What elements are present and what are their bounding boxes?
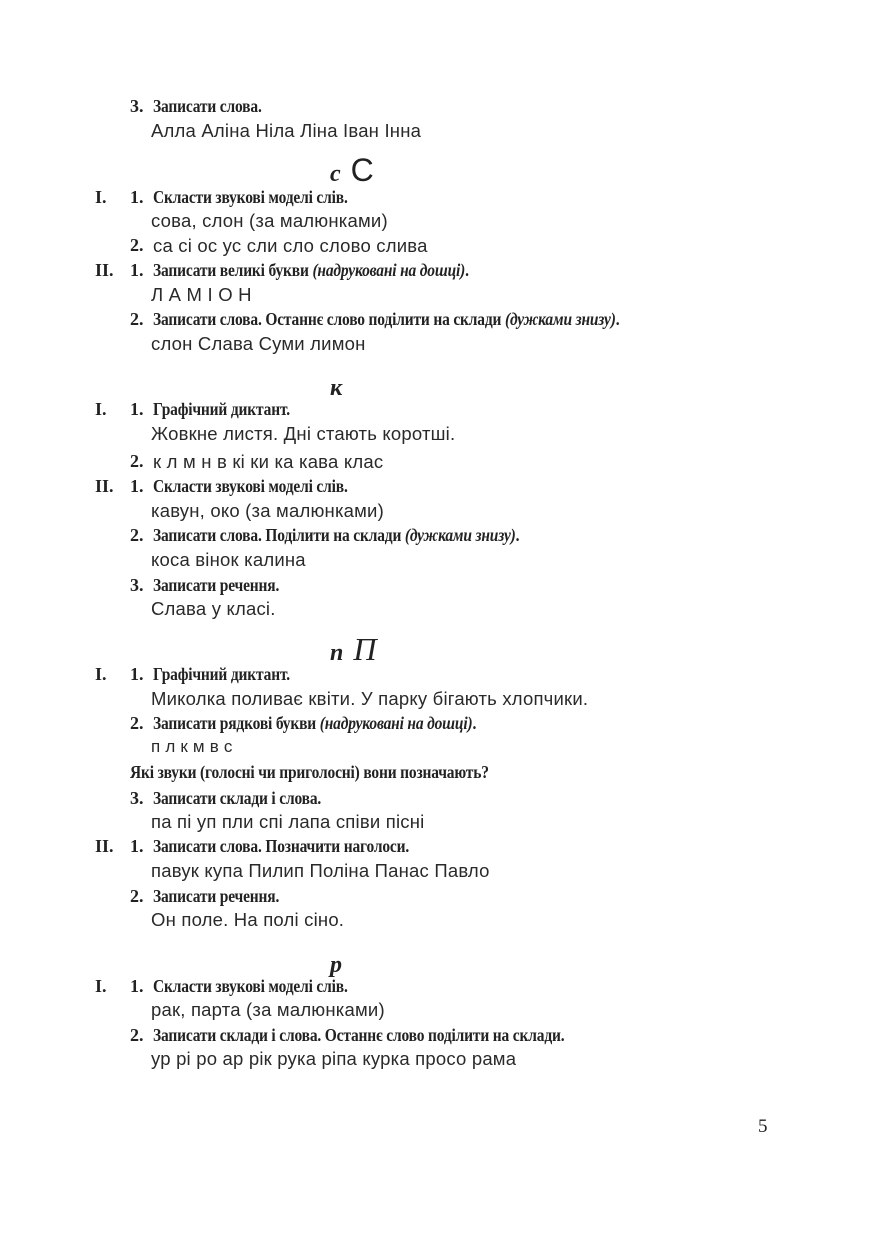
task-note: (дужками знизу) <box>404 525 516 545</box>
task-number: 1. <box>130 476 144 496</box>
task-title <box>153 309 619 330</box>
task-number: 2. <box>130 1025 144 1045</box>
task-title: Скласти звукові моделі слів. <box>153 187 348 207</box>
exercise-text: Слава у класі. <box>151 598 276 619</box>
exercise-text: слон Слава Суми лимон <box>151 333 366 354</box>
section-numeral: II. <box>95 260 114 280</box>
uppercase-letter: П <box>353 631 377 667</box>
section-numeral: I. <box>95 976 107 996</box>
task-title-text: Записати слова. Останнє слово поділити на склади <box>153 309 505 329</box>
task-title-text: Записати рядкові букви <box>153 713 320 733</box>
task-title: Скласти звукові моделі слів. <box>153 476 348 496</box>
task-title-text: Записати слова. Поділити на склади <box>153 525 405 545</box>
task-title <box>153 713 476 734</box>
task-number: 2. <box>130 235 144 255</box>
task-title: Записати слова. <box>153 96 262 116</box>
lowercase-letter: к <box>330 375 343 401</box>
task-number: 1. <box>130 836 144 856</box>
task-note: (дужками знизу) <box>504 309 616 329</box>
task-title <box>153 260 469 281</box>
task-number: 2. <box>130 713 144 733</box>
task-number: 1. <box>130 664 144 684</box>
task-number: 1. <box>130 399 144 419</box>
task-title: Графічний диктант. <box>153 399 290 419</box>
task-number: 3. <box>130 96 144 116</box>
task-title-end: . <box>515 525 520 545</box>
exercise-text: к л м н в кі ки ка кава клас <box>153 451 384 472</box>
section-numeral: I. <box>95 399 107 419</box>
task-title-text: Записати великі букви <box>153 260 313 280</box>
exercise-text: ур рі ро ар рік рука ріпа курка просо рама <box>151 1048 517 1069</box>
exercise-text: Л А М І О Н <box>151 284 252 305</box>
exercise-text: Миколка поливає квіти. У парку бігають хлопчики. <box>151 688 589 709</box>
exercise-text: рак, парта (за малюнками) <box>151 999 385 1020</box>
task-title-end: . <box>615 309 620 329</box>
task-title: Графічний диктант. <box>153 664 290 684</box>
task-number: 1. <box>130 260 144 280</box>
task-number: 2. <box>130 886 144 906</box>
task-title-end: . <box>472 713 477 733</box>
exercise-text: са сі ос ус сли сло слово слива <box>153 235 428 256</box>
page-number: 5 <box>758 1116 768 1137</box>
lowercase-letter: с <box>330 161 341 187</box>
task-number: 2. <box>130 525 144 545</box>
exercise-text: Он поле. На полі сіно. <box>151 909 345 930</box>
task-number: 3. <box>130 575 144 595</box>
task-note: (надруковані на дошці) <box>319 713 473 733</box>
lowercase-letter: п <box>330 640 344 666</box>
section-numeral: I. <box>95 187 107 207</box>
task-title: Записати склади і слова. Останнє слово поділити на склади. <box>153 1025 565 1045</box>
exercise-text: коса вінок калина <box>151 549 306 570</box>
exercise-text: п л к м в с <box>151 737 233 756</box>
exercise-text: Алла Аліна Ніла Ліна Іван Інна <box>151 120 422 141</box>
section-numeral: II. <box>95 836 114 856</box>
task-number: 3. <box>130 788 144 808</box>
exercise-text: па пі уп пли спі лапа співи пісні <box>151 811 425 832</box>
task-title: Записати речення. <box>153 575 280 595</box>
section-numeral: II. <box>95 476 114 496</box>
task-title: Записати речення. <box>153 886 280 906</box>
task-number: 1. <box>130 187 144 207</box>
exercise-text: Жовкне листя. Дні стають коротші. <box>151 423 456 444</box>
task-title: Записати слова. Позначити наголоси. <box>153 836 410 856</box>
task-title-end: . <box>465 260 469 280</box>
task-title <box>153 525 519 546</box>
task-title: Скласти звукові моделі слів. <box>153 976 348 996</box>
task-number: 1. <box>130 976 144 996</box>
exercise-text: сова, слон (за малюнками) <box>151 210 388 231</box>
uppercase-letter: С <box>350 152 374 188</box>
exercise-text: кавун, око (за малюнками) <box>151 500 384 521</box>
section-numeral: I. <box>95 664 107 684</box>
question-text: Які звуки (голосні чи приголосні) вони позначають? <box>130 762 489 782</box>
task-number: 2. <box>130 309 144 329</box>
exercise-text: павук купа Пилип Поліна Панас Павло <box>151 860 490 881</box>
task-note: (надруковані на дошці) <box>312 260 466 280</box>
task-number: 2. <box>130 451 144 471</box>
task-title: Записати склади і слова. <box>153 788 322 808</box>
lowercase-letter: р <box>330 952 342 978</box>
